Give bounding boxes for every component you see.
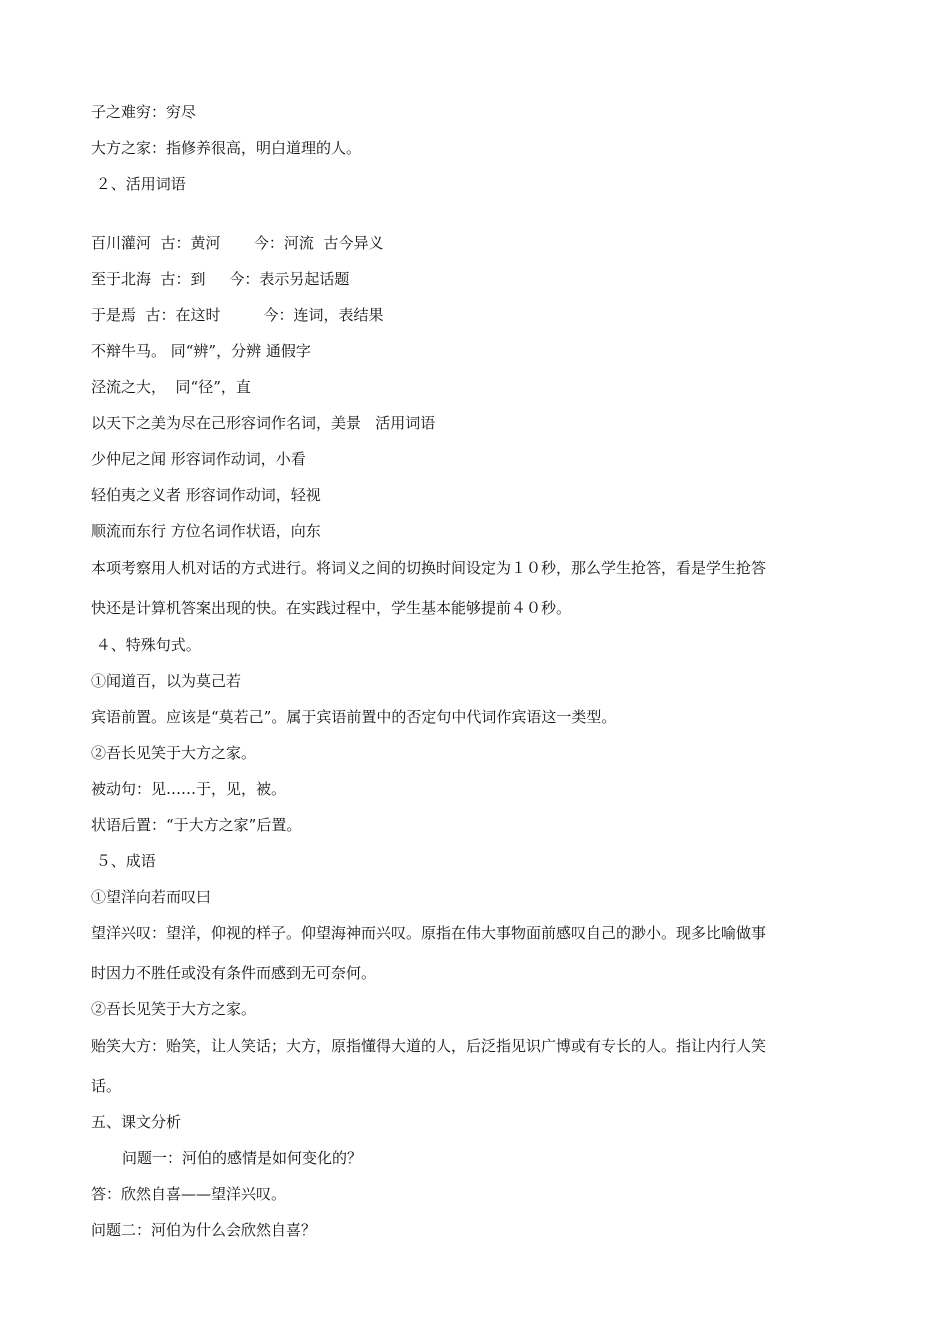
section-heading: ４、特殊句式。	[91, 636, 201, 654]
text-line: 子之难穷：穷尽	[91, 103, 197, 121]
section-heading: ２、活用词语	[91, 175, 186, 193]
text-line: 大方之家：指修养很高，明白道理的人。	[91, 139, 362, 157]
text-line: ②吾长见笑于大方之家。	[91, 1000, 257, 1018]
text-line: 轻伯夷之义者 形容词作动词，轻视	[91, 486, 321, 504]
question-line: 问题二：河伯为什么会欣然自喜？	[91, 1221, 317, 1239]
text-line: 至于北海 古：到 今：表示另起话题	[91, 270, 350, 288]
text-line: 百川灌河 古：黄河 今：河流 古今异义	[91, 234, 384, 252]
text-line: 贻笑大方：贻笑，让人笑话；大方，原指懂得大道的人，后泛指见识广博或有专长的人。指让内行人笑	[91, 1037, 767, 1055]
text-line: 快还是计算机答案出现的快。在实践过程中，学生基本能够提前４０秒。	[91, 599, 572, 617]
text-line: 话。	[91, 1077, 122, 1095]
text-line: 少仲尼之闻 形容词作动词，小看	[91, 450, 306, 468]
text-line: 不辩牛马。 同“辨”，分辨 通假字	[91, 342, 311, 360]
text-line: 顺流而东行 方位名词作状语，向东	[91, 522, 321, 540]
section-heading: ５、成语	[91, 852, 156, 870]
text-line: 时因力不胜任或没有条件而感到无可奈何。	[91, 964, 377, 982]
text-line: 被动句：见……于，见，被。	[91, 780, 287, 798]
question-line: 问题一：河伯的感情是如何变化的？	[122, 1149, 363, 1167]
text-line: 望洋兴叹：望洋，仰视的样子。仰望海神而兴叹。原指在伟大事物面前感叹自己的渺小。现多比喻做事	[91, 924, 767, 942]
text-line: 泾流之大， 同“径”，直	[91, 378, 251, 396]
answer-line: 答：欣然自喜——望洋兴叹。	[91, 1185, 287, 1203]
text-line: 宾语前置。应该是“莫若己”。属于宾语前置中的否定句中代词作宾语这一类型。	[91, 708, 617, 726]
text-line: ①闻道百，以为莫己若	[91, 672, 242, 690]
text-line: 以天下之美为尽在己形容词作名词，美景 活用词语	[91, 414, 436, 432]
text-line: ②吾长见笑于大方之家。	[91, 744, 257, 762]
text-line: 状语后置：“于大方之家”后置。	[91, 816, 302, 834]
text-line: 本项考察用人机对话的方式进行。将词义之间的切换时间设定为１０秒，那么学生抢答，看是学生抢答	[91, 559, 767, 577]
text-line: 于是焉 古：在这时 今：连词，表结果	[91, 306, 384, 324]
text-line: ①望洋向若而叹曰	[91, 888, 212, 906]
section-heading: 五、课文分析	[91, 1113, 182, 1131]
